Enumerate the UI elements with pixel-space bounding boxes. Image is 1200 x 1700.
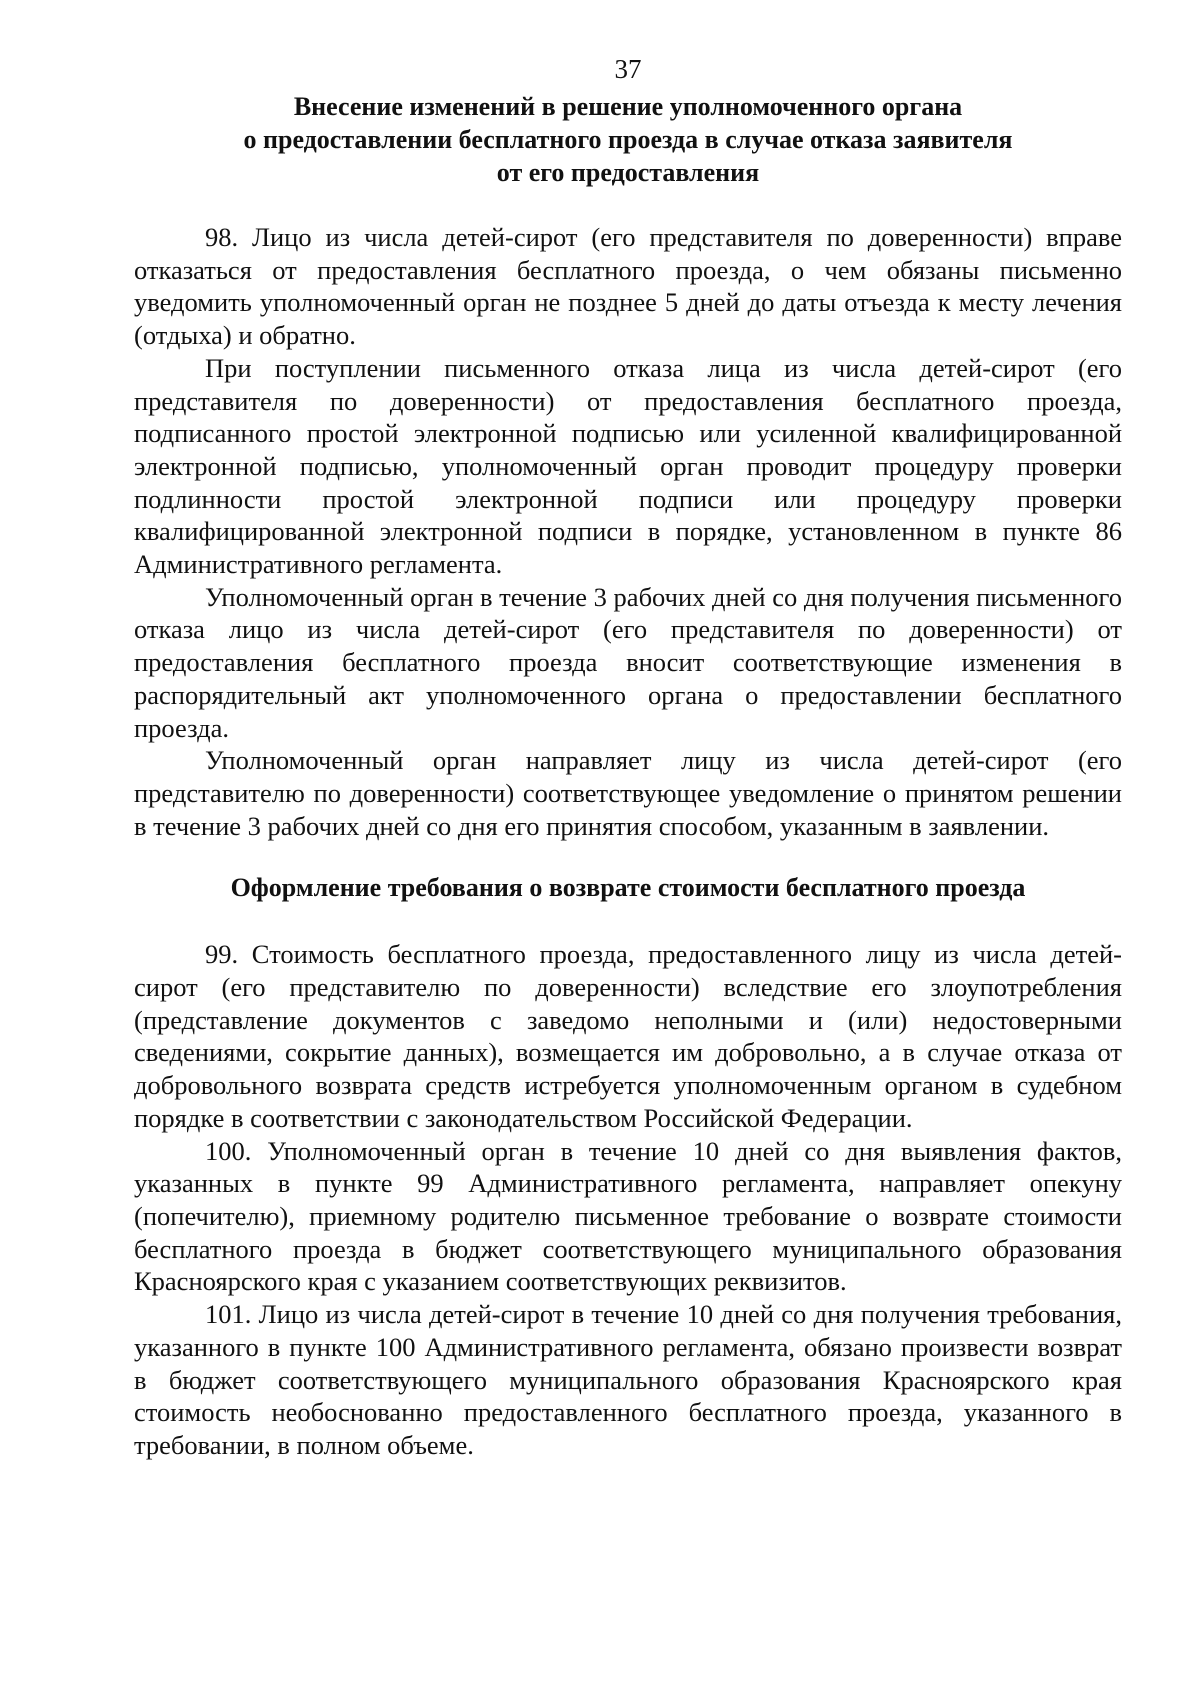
paragraph-98-notification: Уполномоченный орган направляет лицу из числа детей-сирот (его представителю по доверенности) соответствующее уведомление о принятом решении в течение 3 рабочих дней со дня его принятия способом, указанным в заявлении. xyxy=(134,745,1122,841)
paragraph-98: 98. Лицо из числа детей-сирот (его представителя по доверенности) вправе отказаться от предоставления бесплатного проезда, о чем обязаны письменно уведомить уполномоченный орган не позднее 5 дней до даты отъезда к месту лечения (отдыха) и обратно. xyxy=(134,222,1122,351)
paragraph-98-amendment: Уполномоченный орган в течение 3 рабочих дней со дня получения письменного отказа лицо из числа детей-сирот (его представителя по доверенности) от предоставления бесплатного проезда вносит соответствующие изменения в распорядительный акт уполномоченного органа о предоставлении бесплатного проезда. xyxy=(134,581,1122,743)
section-title-line: о предоставлении бесплатного проезда в случае отказа заявителя xyxy=(243,125,1013,154)
section-title-line: Внесение изменений в решение уполномоченного органа xyxy=(293,92,963,121)
paragraph-100: 100. Уполномоченный орган в течение 10 дней со дня выявления фактов, указанных в пункте 99 Административного регламента, направляет опекуну (попечителю), приемному родителю письменное требование о возврате стоимости бесплатного проезда в бюджет соответствующего муниципального образования Красноярского края с указанием соответствующих реквизитов. xyxy=(134,1135,1122,1297)
page-number: 37 xyxy=(614,54,642,84)
section-title-amendments xyxy=(134,90,1122,189)
paragraph-99: 99. Стоимость бесплатного проезда, предоставленного лицу из числа детей-сирот (его представителю по доверенности) вследствие его злоупотребления (представление документов с заведомо неполными и (или) недостоверными сведениями, сокрытие данных), возмещается им добровольно, а в случае отказа от добровольного возврата средств истребуется уполномоченным органом в судебном порядке в соответствии с законодательством Российской Федерации. xyxy=(134,939,1122,1133)
paragraph-98-refusal-verification: При поступлении письменного отказа лица из числа детей-сирот (его представителя по доверенности) от предоставления бесплатного проезда, подписанного простой электронной подписью или усиленной квалифицированной электронной подписью, уполномоченный орган проводит процедуру проверки подлинности простой электронной подписи или процедуру проверки квалифицированной электронной подписи в порядке, установленном в пункте 86 Административного регламента. xyxy=(134,352,1122,580)
section-title-line: от его предоставления xyxy=(496,158,760,187)
paragraph-101: 101. Лицо из числа детей-сирот в течение 10 дней со дня получения требования, указанного в пункте 100 Административного регламента, обязано произвести возврат в бюджет соответствующего муниципального образования Красноярского края стоимость необоснованно предоставленного бесплатного проезда, указанного в требовании, в полном объеме. xyxy=(134,1299,1122,1460)
section-title-refund-demand: Оформление требования о возврате стоимости бесплатного проезда xyxy=(230,873,1026,903)
